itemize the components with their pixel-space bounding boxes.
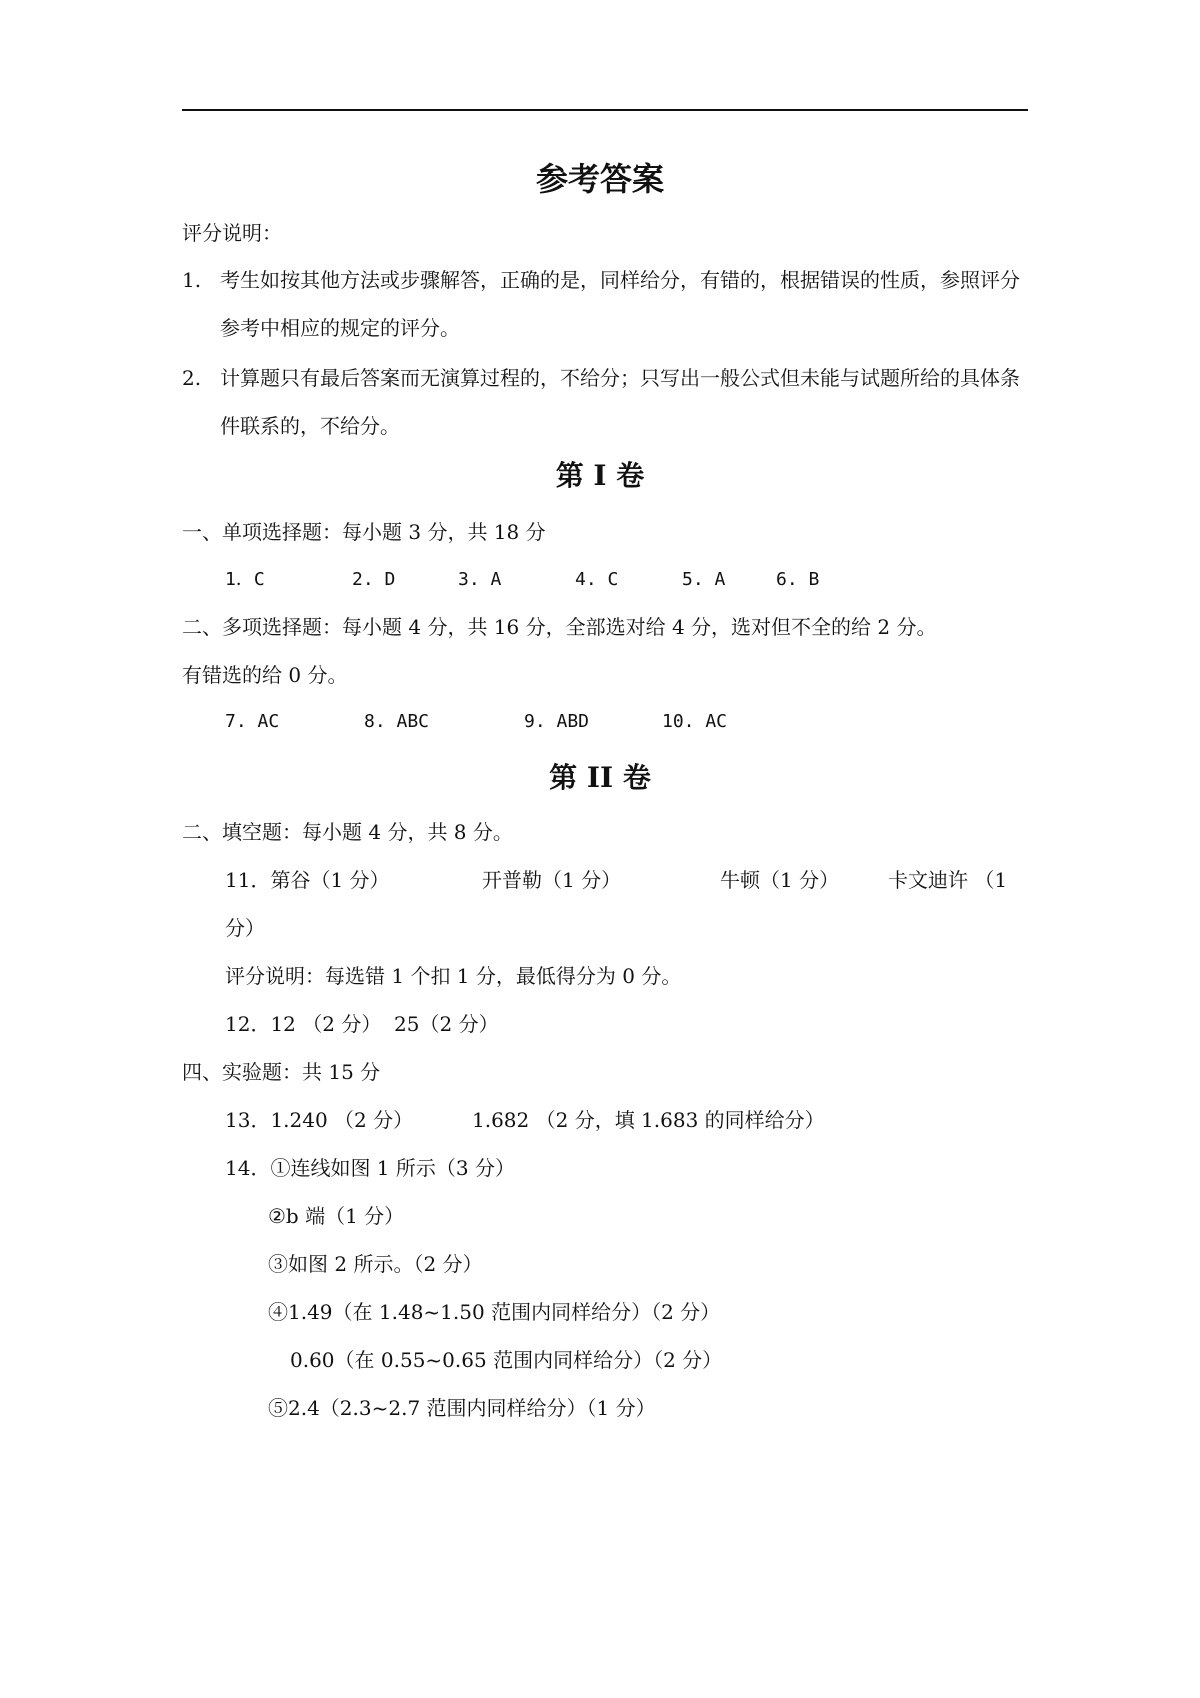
notes-heading: 评分说明： xyxy=(182,221,282,245)
q11-part-4-cont: 分） xyxy=(225,916,265,940)
single-answer-6: 6. B xyxy=(776,569,820,590)
q12-answer: 12．12 （2 分） 25（2 分） xyxy=(225,1012,499,1036)
multi-answer-7: 7. AC xyxy=(225,711,280,732)
q14-line-6: ⑤2.4（2.3~2.7 范围内同样给分）（1 分） xyxy=(268,1396,656,1420)
multi-choice-heading-cont: 有错选的给 0 分。 xyxy=(182,663,348,687)
multi-choice-heading: 二、多项选择题：每小题 4 分，共 16 分，全部选对给 4 分，选对但不全的给 2 分。 xyxy=(182,615,937,639)
q13-part-2: 1.682 （2 分，填 1.683 的同样给分） xyxy=(472,1108,825,1132)
q13-part-1: 13．1.240 （2 分） xyxy=(225,1108,414,1132)
fill-blank-heading: 二、填空题：每小题 4 分，共 8 分。 xyxy=(182,820,513,844)
q14-line-4: ④1.49（在 1.48~1.50 范围内同样给分）（2 分） xyxy=(268,1300,721,1324)
q11-part-4: 卡文迪许 （1 xyxy=(888,868,1008,892)
multi-answer-8: 8. ABC xyxy=(364,711,430,732)
q14-line-5: 0.60（在 0.55~0.65 范围内同样给分）（2 分） xyxy=(290,1348,723,1372)
multi-answer-10: 10. AC xyxy=(662,711,728,732)
q14-line-2: ②b 端（1 分） xyxy=(268,1204,405,1228)
q14-line-3: ③如图 2 所示。（2 分） xyxy=(268,1252,483,1276)
single-answer-5: 5. A xyxy=(682,569,726,590)
q11-part-2: 开普勒（1 分） xyxy=(482,868,622,892)
q11-part-3: 牛顿（1 分） xyxy=(720,868,840,892)
q14-line-1: 14．①连线如图 1 所示（3 分） xyxy=(225,1156,515,1180)
single-choice-heading: 一、单项选择题：每小题 3 分，共 18 分 xyxy=(182,520,546,544)
q11-scoring-note: 评分说明：每选错 1 个扣 1 分，最低得分为 0 分。 xyxy=(225,964,682,988)
multi-answer-9: 9. ABD xyxy=(524,711,590,732)
volume-1-title: 第 I 卷 xyxy=(555,459,645,492)
single-answer-4: 4. C xyxy=(575,569,619,590)
single-answer-2: 2. D xyxy=(352,569,396,590)
single-answer-1: 1．C xyxy=(225,569,265,590)
single-answer-3: 3. A xyxy=(458,569,502,590)
lab-heading: 四、实验题：共 15 分 xyxy=(182,1060,381,1084)
note-text: 考生如按其他方法或步骤解答，正确的是，同样给分，有错的，根据错误的性质，参照评分参考中相应的规定的评分。 xyxy=(220,268,1020,340)
header-rule xyxy=(182,109,1028,111)
note-text: 计算题只有最后答案而无演算过程的，不给分；只写出一般公式但未能与试题所给的具体条件联系的，不给分。 xyxy=(220,366,1020,438)
page-title: 参考答案 xyxy=(535,160,664,198)
q11-part-1: 11．第谷（1 分） xyxy=(225,868,390,892)
note-number: 2. xyxy=(182,366,202,390)
volume-2-title: 第 II 卷 xyxy=(549,761,651,794)
note-number: 1. xyxy=(182,268,202,292)
